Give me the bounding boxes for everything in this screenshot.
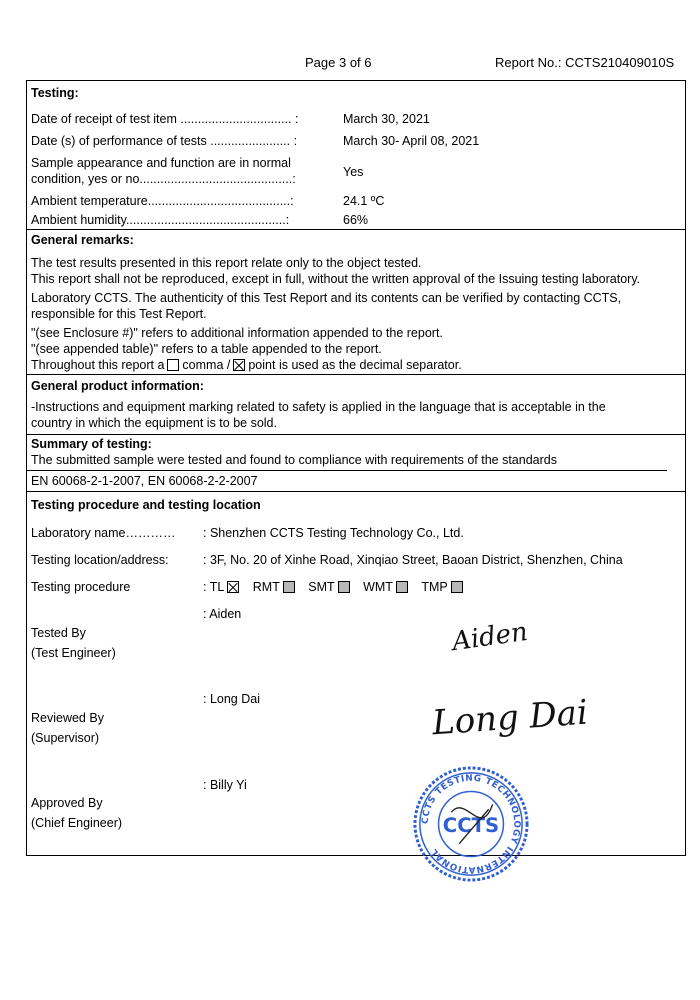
approved-by-role: (Chief Engineer)	[31, 816, 123, 830]
remarks-line: "(see Enclosure #)" refers to additional information appended to the report.	[31, 326, 443, 340]
tested-by-name: : Aiden	[203, 607, 242, 621]
divider	[27, 470, 667, 471]
point-checkbox-checked	[233, 359, 245, 371]
page-number: Page 3 of 6	[305, 55, 372, 70]
separator-text-c: point is used as the decimal separator.	[248, 358, 462, 372]
approved-by-name: : Billy Yi	[203, 778, 247, 792]
remarks-line: The test results presented in this report relate only to the object tested.	[31, 256, 422, 270]
stamp-ring-text: CCTS TESTING TECHNOLOGY INTERNATIONAL	[420, 773, 522, 875]
product-info-heading: General product information:	[31, 379, 204, 393]
receipt-date-value: March 30, 2021	[343, 112, 430, 126]
procedure-label: Testing procedure	[31, 580, 131, 594]
report-frame	[26, 80, 686, 856]
ambient-temp-label: Ambient temperature.........................................:	[31, 194, 294, 208]
product-info-line: country in which the equipment is to be sold.	[31, 416, 277, 430]
option-tmp-checkbox	[451, 581, 463, 593]
receipt-date-label: Date of receipt of test item ................................ :	[31, 112, 299, 126]
ambient-humidity-value: 66%	[343, 213, 369, 227]
option-rmt-label: RMT	[252, 580, 280, 594]
divider	[27, 434, 685, 435]
sample-condition-label-2: condition, yes or no............................................:	[31, 172, 296, 186]
summary-line: The submitted sample were tested and found to compliance with requirements of the standards	[31, 453, 557, 467]
lab-name-value: : Shenzhen CCTS Testing Technology Co., Ltd.	[203, 526, 464, 540]
procedure-colon: :	[203, 580, 207, 594]
procedure-heading: Testing procedure and testing location	[31, 498, 261, 512]
decimal-separator-line	[31, 358, 462, 373]
approved-by-label: Approved By	[31, 796, 103, 810]
sample-condition-label: Sample appearance and function are in normal	[31, 156, 291, 170]
summary-standards: EN 60068-2-1-2007, EN 60068-2-2-2007	[31, 474, 258, 488]
option-tl-checkbox	[227, 581, 239, 593]
company-stamp-icon	[412, 765, 530, 883]
remarks-heading: General remarks:	[31, 233, 134, 247]
reviewed-by-label: Reviewed By	[31, 711, 104, 725]
ambient-humidity-label: Ambient humidity..............................................:	[31, 213, 290, 227]
test-dates-label: Date (s) of performance of tests ....................... :	[31, 134, 298, 148]
comma-checkbox	[167, 359, 179, 371]
summary-heading: Summary of testing:	[31, 437, 152, 451]
signature-aiden: Aiden	[450, 616, 530, 658]
option-wmt-checkbox	[396, 581, 408, 593]
separator-text-b: comma /	[182, 358, 231, 372]
remarks-line: Laboratory CCTS. The authenticity of this Test Report and its contents can be verified by contacting CCTS,	[31, 291, 622, 305]
tested-by-label: Tested By	[31, 626, 86, 640]
option-tl-label: TL	[209, 580, 225, 594]
divider	[27, 229, 685, 230]
stamp-center-text: CCTS	[442, 813, 500, 837]
location-label: Testing location/address:	[31, 553, 169, 567]
tested-by-role: (Test Engineer)	[31, 646, 116, 660]
option-rmt-checkbox	[283, 581, 295, 593]
option-smt-checkbox	[338, 581, 350, 593]
sample-condition-value: Yes	[343, 165, 364, 179]
remarks-line: This report shall not be reproduced, except in full, without the written approval of the Issuing testing laboratory.	[31, 272, 641, 286]
reviewed-by-name: : Long Dai	[203, 692, 260, 706]
remarks-line: "(see appended table)" refers to a table appended to the report.	[31, 342, 382, 356]
page-header	[0, 55, 700, 73]
testing-heading: Testing:	[31, 86, 79, 100]
product-info-line: -Instructions and equipment marking related to safety is applied in the language that is acceptable in the	[31, 400, 606, 414]
ambient-temp-value: 24.1 ºC	[343, 194, 385, 208]
reviewed-by-role: (Supervisor)	[31, 731, 100, 745]
remarks-line: responsible for this Test Report.	[31, 307, 207, 321]
test-dates-value: March 30- April 08, 2021	[343, 134, 480, 148]
option-tmp-label: TMP	[421, 580, 448, 594]
location-value: : 3F, No. 20 of Xinhe Road, Xinqiao Street, Baoan District, Shenzhen, China	[203, 553, 623, 567]
signature-long-dai: Long Dai	[430, 692, 590, 744]
procedure-options	[203, 580, 466, 595]
divider	[27, 374, 685, 375]
divider	[27, 491, 685, 492]
option-wmt-label: WMT	[363, 580, 393, 594]
separator-text-a: Throughout this report a	[31, 358, 165, 372]
option-smt-label: SMT	[308, 580, 335, 594]
lab-name-label: Laboratory name…………	[31, 526, 176, 540]
report-number: Report No.: CCTS210409010S	[495, 55, 675, 70]
